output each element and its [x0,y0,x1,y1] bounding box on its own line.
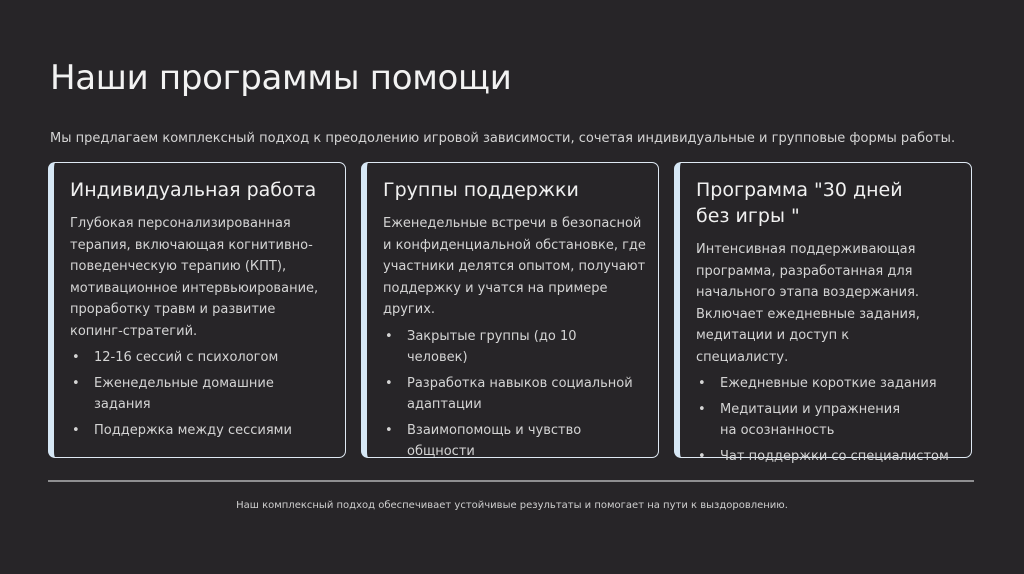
list-item-text: Еженедельные домашние задания [94,376,274,412]
card-title: Группы поддержки [383,179,579,201]
list-item [696,446,953,467]
card-bullet-list [696,373,953,467]
card-description: Еженедельные встречи в безопасной и конфиденциальной обстановке, где участники делятся опытом, получают поддержку и учатся на примере других. [383,216,646,317]
footer-divider [48,480,974,482]
page-title: Наши программы помощи [50,58,512,98]
program-card-30-days [674,162,972,464]
list-item [383,373,640,415]
card-title: Программа "30 дней без игры " [696,179,903,227]
program-card-individual [48,162,346,458]
list-item-text: Ежедневные короткие задания [720,376,937,391]
bullet-icon: • [698,449,706,464]
bullet-icon: • [72,350,80,365]
card-title: Индивидуальная работа [70,179,317,201]
list-item-text: 12-16 сессий с психологом [94,350,279,365]
bullet-icon: • [72,423,80,438]
bullet-icon: • [698,376,706,391]
list-item [70,373,327,415]
card-bullet-list [70,347,327,441]
list-item-text: Разработка навыков социальной адаптации [407,375,633,412]
list-item-text: Чат поддержки со специалистом [720,449,949,464]
bullet-icon: • [385,375,393,391]
card-bullet-list [383,326,640,462]
list-item [70,420,327,441]
card-description: Глубокая персонализированная терапия, включающая когнитивно-поведенческую терапию (КПТ), мотивационное интервьюирование, проработку травм и развитие копинг-стратегий. [70,216,319,339]
list-item-text: Закрытые группы (до 10 человек) [407,328,577,365]
list-item-text: Взаимопомощь и чувство общности [407,422,582,459]
list-item [696,373,953,394]
program-card-groups [361,162,659,458]
list-item [383,326,640,368]
list-item-text: Медитации и упражнения на осознанность [720,402,901,438]
page-subtitle: Мы предлагаем комплексный подход к преодолению игровой зависимости, сочетая индивидуальные и групповые формы работы. [50,131,956,146]
bullet-icon: • [698,402,706,417]
list-item [70,347,327,368]
footer-text: Наш комплексный подход обеспечивает устойчивые результаты и помогает на пути к выздоровлению. [236,500,788,511]
card-description: Интенсивная поддерживающая программа, разработанная для начального этапа воздержания. Включает ежедневные задания, медитации и доступ к специалисту. [696,242,920,365]
list-item [696,399,920,441]
list-item [383,420,640,462]
bullet-icon: • [72,376,80,391]
bullet-icon: • [385,328,393,344]
list-item-text: Поддержка между сессиями [94,423,292,438]
program-cards [48,162,976,464]
bullet-icon: • [385,422,393,438]
